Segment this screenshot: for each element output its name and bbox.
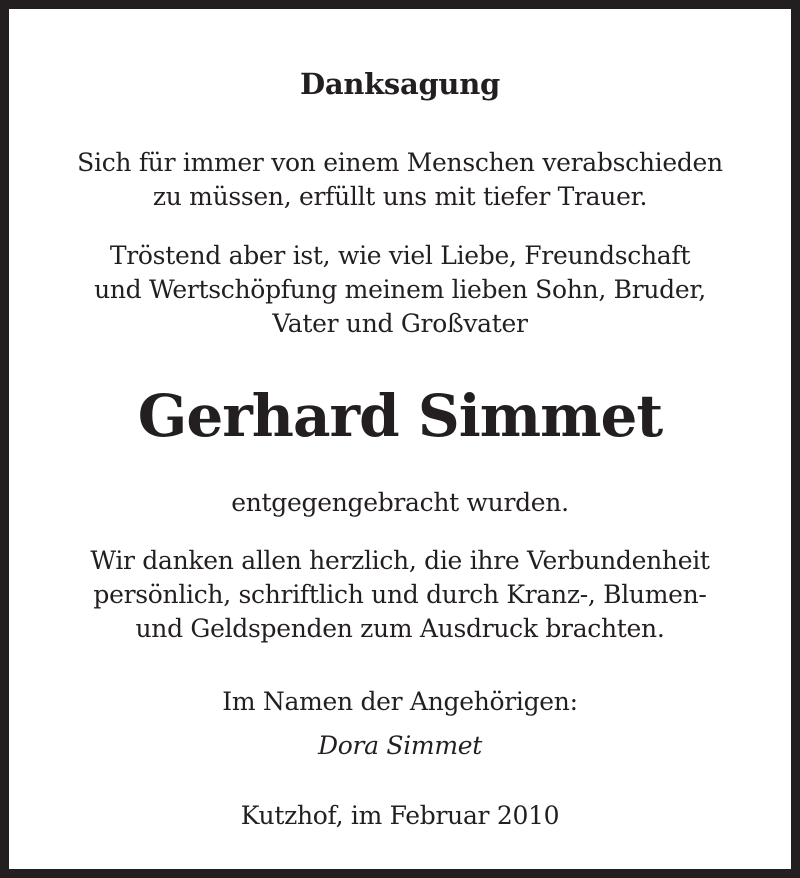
- on-behalf-line: Im Namen der Angehörigen:: [222, 687, 578, 716]
- text-line: und Wertschöpfung meinem lieben Sohn, Bruder,: [94, 275, 706, 304]
- text-line: Vater und Großvater: [272, 309, 528, 338]
- paragraph-thanks: [9, 544, 791, 646]
- text-line: Wir danken allen herzlich, die ihre Verbundenheit: [90, 546, 710, 575]
- place-date: Kutzhof, im Februar 2010: [240, 801, 560, 830]
- paragraph-consolation: [9, 239, 791, 341]
- signature: Dora Simmet: [318, 731, 482, 760]
- deceased-name: Gerhard Simmet: [137, 382, 663, 450]
- text-line: und Geldspenden zum Ausdruck brachten.: [135, 614, 665, 643]
- text-line: zu müssen, erfüllt uns mit tiefer Trauer.: [152, 182, 648, 211]
- notice-title: Danksagung: [300, 67, 500, 101]
- paragraph-received: entgegengebracht wurden.: [231, 488, 569, 517]
- text-line: Sich für immer von einem Menschen verabschieden: [77, 148, 723, 177]
- text-line: Tröstend aber ist, wie viel Liebe, Freundschaft: [109, 241, 691, 270]
- paragraph-farewell: [9, 146, 791, 214]
- text-line: persönlich, schriftlich und durch Kranz-, Blumen-: [93, 580, 707, 609]
